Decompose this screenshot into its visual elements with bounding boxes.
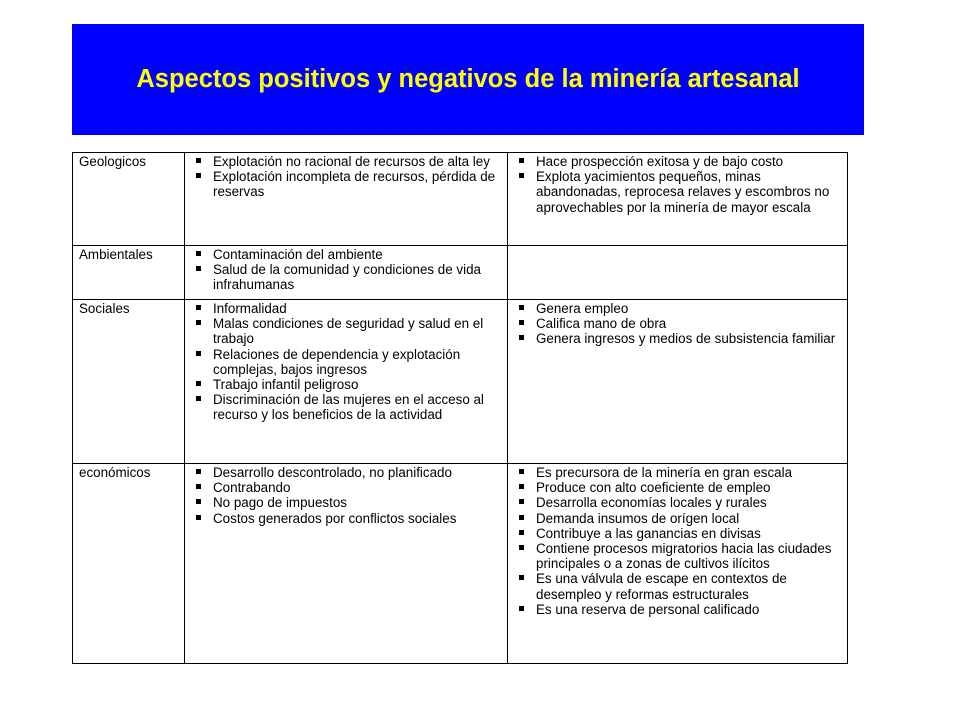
list-item: Es una reserva de personal calificado xyxy=(514,602,843,617)
list-item: Costos generados por conflictos sociales xyxy=(191,511,503,526)
list-item: Desarrolla economías locales y rurales xyxy=(514,495,843,510)
table-row xyxy=(73,300,848,464)
category-cell xyxy=(73,300,185,464)
category-label: económicos xyxy=(79,465,151,480)
negative-aspects-list xyxy=(191,465,503,526)
negative-aspects-list xyxy=(191,154,503,200)
page-title: Aspectos positivos y negativos de la minería artesanal xyxy=(136,65,800,93)
list-item: Es precursora de la minería en gran escala xyxy=(514,465,843,480)
positive-aspects-list xyxy=(514,465,843,617)
positive-aspects-cell xyxy=(508,300,848,464)
list-item: Genera ingresos y medios de subsistencia familiar xyxy=(514,331,843,346)
list-item: Hace prospección exitosa y de bajo costo xyxy=(514,154,843,169)
list-item: Contribuye a las ganancias en divisas xyxy=(514,526,843,541)
list-item: Desarrollo descontrolado, no planificado xyxy=(191,465,503,480)
negative-aspects-cell xyxy=(185,464,508,664)
aspects-table xyxy=(72,152,848,664)
category-cell xyxy=(73,464,185,664)
category-label: Ambientales xyxy=(79,247,153,262)
list-item: Explotación no racional de recursos de alta ley xyxy=(191,154,503,169)
category-label: Geologicos xyxy=(79,154,146,169)
category-label: Sociales xyxy=(79,301,130,316)
list-item: Explotación incompleta de recursos, pérdida de reservas xyxy=(191,169,503,199)
list-item: Es una válvula de escape en contextos de desempleo y reformas estructurales xyxy=(514,571,843,601)
list-item: Malas condiciones de seguridad y salud en el trabajo xyxy=(191,316,503,346)
list-item: Califica mano de obra xyxy=(514,316,843,331)
list-item: Demanda insumos de orígen local xyxy=(514,511,843,526)
table-row xyxy=(73,153,848,246)
list-item: Relaciones de dependencia y explotación complejas, bajos ingresos xyxy=(191,347,503,377)
list-item: Produce con alto coeficiente de empleo xyxy=(514,480,843,495)
positive-aspects-cell xyxy=(508,153,848,246)
positive-aspects-cell xyxy=(508,464,848,664)
negative-aspects-cell xyxy=(185,246,508,300)
title-banner xyxy=(72,24,864,135)
list-item: Explota yacimientos pequeños, minas abandonadas, reprocesa relaves y escombros no aprovechables por la minería de mayor escala xyxy=(514,169,843,215)
positive-aspects-list xyxy=(514,154,843,215)
category-cell xyxy=(73,246,185,300)
category-cell xyxy=(73,153,185,246)
list-item: Discriminación de las mujeres en el acceso al recurso y los beneficios de la actividad xyxy=(191,392,503,422)
list-item: Contiene procesos migratorios hacia las ciudades principales o a zonas de cultivos ilícitos xyxy=(514,541,843,571)
aspects-table-body xyxy=(73,153,848,664)
negative-aspects-list xyxy=(191,301,503,423)
list-item: Trabajo infantil peligroso xyxy=(191,377,503,392)
list-item: Contaminación del ambiente xyxy=(191,247,503,262)
list-item: Contrabando xyxy=(191,480,503,495)
list-item: Salud de la comunidad y condiciones de vida infrahumanas xyxy=(191,262,503,292)
negative-aspects-cell xyxy=(185,153,508,246)
negative-aspects-list xyxy=(191,247,503,293)
positive-aspects-list xyxy=(514,301,843,347)
negative-aspects-cell xyxy=(185,300,508,464)
list-item: No pago de impuestos xyxy=(191,495,503,510)
positive-aspects-cell xyxy=(508,246,848,300)
list-item: Informalidad xyxy=(191,301,503,316)
table-row xyxy=(73,464,848,664)
table-row xyxy=(73,246,848,300)
list-item: Genera empleo xyxy=(514,301,843,316)
